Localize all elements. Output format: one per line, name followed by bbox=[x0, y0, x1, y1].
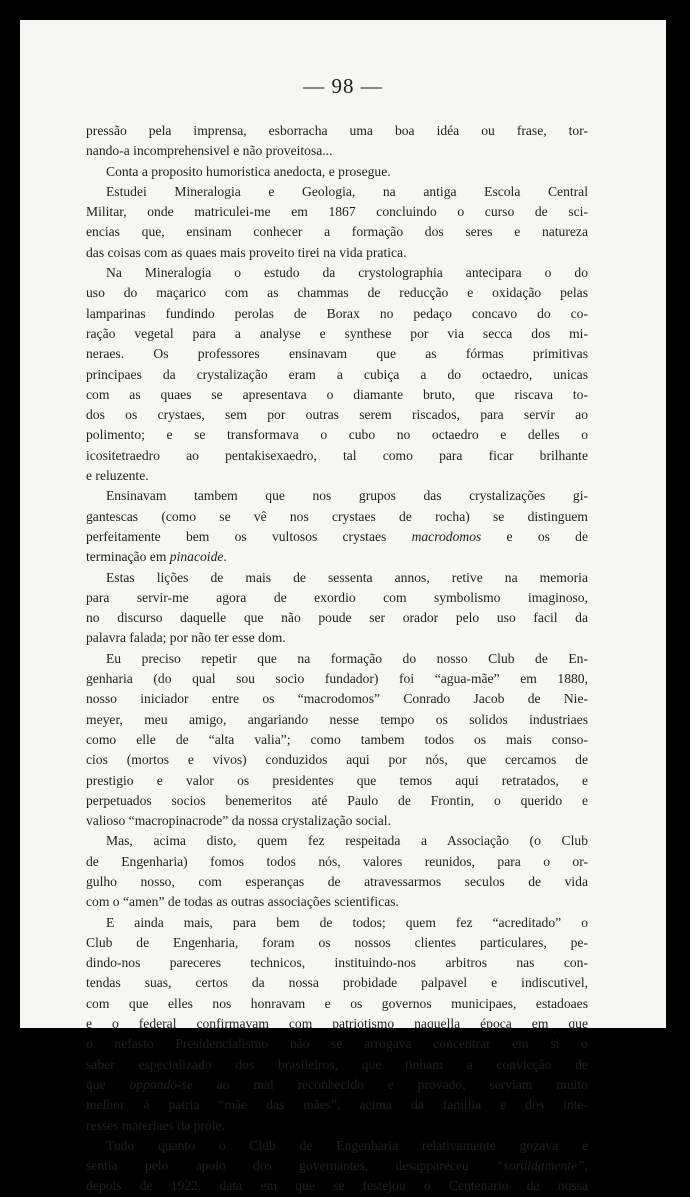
text-line bbox=[86, 628, 588, 648]
text-segment: , bbox=[584, 1158, 588, 1174]
text-segment: e os de bbox=[481, 528, 588, 544]
text-line bbox=[86, 365, 588, 385]
text-segment: valioso “macropinacrode” da nossa crystalização social. bbox=[86, 813, 391, 829]
text-line bbox=[86, 649, 588, 669]
text-line bbox=[86, 222, 588, 242]
text-segment: resses materiaes da próle. bbox=[86, 1117, 225, 1133]
text-segment: como elle de “alta valia”; como tambem todos os mais conso- bbox=[86, 731, 588, 747]
text-line bbox=[86, 507, 588, 527]
text-segment: gantescas (como se vê nos crystaes de rocha) se distinguem bbox=[86, 508, 588, 524]
text-segment: perpetuados socios benemeritos até Paulo de Frontin, o querido e bbox=[86, 792, 588, 808]
text-line bbox=[86, 1095, 588, 1115]
text-line bbox=[86, 1034, 588, 1054]
text-line bbox=[86, 689, 588, 709]
text-segment: Estudei Mineralogia e Geologia, na antiga Escola Central bbox=[106, 183, 588, 199]
body-text bbox=[86, 121, 588, 1197]
text-segment: para servir-me agora de exordio com symbolismo imaginoso, bbox=[86, 589, 588, 605]
text-line bbox=[86, 588, 588, 608]
text-segment: com que elles nos honravam e os governos municipaes, estadoaes bbox=[86, 995, 588, 1011]
text-line bbox=[86, 811, 588, 831]
text-line bbox=[86, 953, 588, 973]
text-segment: ração vegetal para a analyse e synthese por via secca dos mi- bbox=[86, 325, 588, 341]
text-segment: Ensinavam tambem que nos grupos das crystalizações gi- bbox=[106, 488, 588, 504]
text-line bbox=[86, 973, 588, 993]
text-line bbox=[86, 852, 588, 872]
text-segment: Militar, onde matriculei-me em 1867 concluindo o curso de sci- bbox=[86, 204, 588, 220]
text-segment: Estas lições de mais de sessenta annos, retive na memoria bbox=[106, 569, 588, 585]
text-line bbox=[86, 162, 588, 182]
text-line bbox=[86, 527, 588, 547]
italic-text-segment: “sordidamente” bbox=[495, 1158, 585, 1174]
text-segment: Eu preciso repetir que na formação do nosso Club de En- bbox=[106, 650, 588, 666]
text-line bbox=[86, 750, 588, 770]
text-segment: lamparinas fundindo perolas de Borax no pedaço concavo do co- bbox=[86, 305, 588, 321]
text-line bbox=[86, 872, 588, 892]
text-segment: gulho nosso, com esperanças de atravessarmos seculos de vida bbox=[86, 873, 588, 889]
text-segment: nosso iniciador entre os “macrodomos” Conrado Jacob de Nie- bbox=[86, 691, 588, 707]
text-line bbox=[86, 913, 588, 933]
book-page bbox=[20, 20, 666, 1194]
text-line bbox=[86, 1014, 588, 1034]
text-line bbox=[86, 486, 588, 506]
text-line bbox=[86, 385, 588, 405]
text-segment: e o federal confirmavam com patriotismo naquella época em que bbox=[86, 1016, 588, 1032]
italic-text-segment: pinacoide bbox=[169, 549, 224, 565]
text-line bbox=[86, 831, 588, 851]
text-segment: . bbox=[223, 549, 227, 565]
text-segment: ao mal reconhecido e provado, serviam muito bbox=[192, 1076, 588, 1092]
text-segment: que bbox=[86, 1076, 130, 1092]
text-line bbox=[86, 283, 588, 303]
text-segment: Club de Engenharia, foram os nossos clientes particulares, pe- bbox=[86, 934, 588, 950]
text-line bbox=[86, 710, 588, 730]
text-line bbox=[86, 304, 588, 324]
text-line bbox=[86, 1176, 588, 1196]
text-segment: pressão pela imprensa, esborracha uma boa idéa ou frase, tor- bbox=[86, 123, 588, 138]
text-segment: prestigio e valor os presidentes que temos aqui retratados, e bbox=[86, 772, 588, 788]
text-segment: genharia (do qual sou socio fundador) foi “agua-mãe” em 1880, bbox=[86, 671, 588, 687]
text-line bbox=[86, 1075, 588, 1095]
text-segment: perfeitamente bem os vultosos crystaes bbox=[86, 528, 412, 544]
text-segment: melhor á patria “mãe das mães”, acima da familia e dos inte- bbox=[86, 1097, 588, 1113]
text-segment: das coisas com as quaes mais proveito tirei na vida pratica. bbox=[86, 244, 407, 260]
text-segment: depois de 1922, data em que se festejou o Centenario da nossa bbox=[86, 1178, 588, 1194]
text-segment: com o “amen” de todas as outras associações scientificas. bbox=[86, 894, 399, 910]
text-line bbox=[86, 1136, 588, 1156]
text-segment: dindo-nos pareceres technicos, instituindo-nos arbitros nas con- bbox=[86, 955, 588, 971]
text-segment: E ainda mais, para bem de todos; quem fez “acreditado” o bbox=[106, 914, 588, 930]
text-segment: dos os crystaes, sem por outras serem riscados, para servir ao bbox=[86, 407, 588, 423]
text-line bbox=[86, 568, 588, 588]
text-line bbox=[86, 994, 588, 1014]
text-segment: neraes. Os professores ensinavam que as fórmas primitivas bbox=[86, 346, 588, 362]
page-number: — 98 — bbox=[303, 74, 383, 98]
text-segment: Mas, acima disto, quem fez respeitada a Associação (o Club bbox=[106, 833, 588, 849]
text-line bbox=[86, 202, 588, 222]
text-segment: de Engenharia) fomos todos nós, valores reunidos, para o or- bbox=[86, 853, 588, 869]
italic-text-segment: macrodomos bbox=[411, 528, 482, 544]
text-segment: polimento; e se transformava o cubo no octaedro e delles o bbox=[86, 427, 588, 443]
text-segment: com as quaes se apresentava o diamante bruto, que riscava to- bbox=[86, 386, 588, 402]
text-line bbox=[86, 405, 588, 425]
text-segment: no discurso daquelle que não poude ser orador pelo uso facil da bbox=[86, 610, 588, 626]
text-segment: encias que, ensinam conhecer a formação dos seres e natureza bbox=[86, 224, 588, 240]
text-line bbox=[86, 263, 588, 283]
text-segment: o nefasto Presidencialismo não se arrogava concentrar em si o bbox=[86, 1036, 588, 1052]
text-segment: saber especializado dos brasileiros, que tinham a convicção de bbox=[86, 1056, 588, 1072]
text-segment: cios (mortos e vivos) conduzidos aqui por nós, que cercamos de bbox=[86, 752, 588, 768]
text-segment: nando-a incomprehensivel e não proveitosa... bbox=[86, 143, 333, 159]
text-segment: e reluzente. bbox=[86, 468, 149, 484]
text-segment: principaes da crystalização eram a cubiça a do octaedro, unicas bbox=[86, 366, 588, 382]
text-line bbox=[86, 1055, 588, 1075]
text-line bbox=[86, 933, 588, 953]
text-segment: terminação em bbox=[86, 549, 170, 565]
text-line bbox=[86, 344, 588, 364]
italic-text-segment: oppondo-se bbox=[129, 1076, 193, 1092]
text-line bbox=[86, 892, 588, 912]
text-line bbox=[86, 730, 588, 750]
text-segment: icositetraedro ao pentakisexaedro, tal como para ficar brilhante bbox=[86, 447, 588, 463]
text-line bbox=[86, 669, 588, 689]
text-line bbox=[86, 324, 588, 344]
text-line bbox=[86, 182, 588, 202]
text-segment: uso do maçarico com as chammas de reducção e oxidação pelas bbox=[86, 285, 588, 301]
text-line bbox=[86, 608, 588, 628]
text-line bbox=[86, 425, 588, 445]
text-line bbox=[86, 121, 588, 141]
text-segment: palavra falada; por não ter esse dom. bbox=[86, 630, 286, 646]
text-line bbox=[86, 1116, 588, 1136]
text-line bbox=[86, 243, 588, 263]
text-line bbox=[86, 1156, 588, 1176]
text-line bbox=[86, 547, 588, 567]
text-segment: sentia pelo apoio dos governantes, desappareceu bbox=[86, 1158, 496, 1174]
text-line bbox=[86, 466, 588, 486]
text-line bbox=[86, 446, 588, 466]
text-segment: Na Mineralogia o estudo da crystolographia antecipara o do bbox=[106, 265, 588, 281]
text-line bbox=[86, 791, 588, 811]
text-line bbox=[86, 771, 588, 791]
text-segment: Conta a proposito humoristica anedocta, e prosegue. bbox=[106, 163, 391, 179]
text-segment: meyer, meu amigo, angariando nesse tempo os solidos industriaes bbox=[86, 711, 588, 727]
text-segment: Tudo quanto o Club de Engenharia relativamente gozava e bbox=[106, 1137, 588, 1153]
text-segment: tendas suas, certos da nossa probidade palpavel e indiscutivel, bbox=[86, 975, 588, 991]
text-line bbox=[86, 141, 588, 161]
